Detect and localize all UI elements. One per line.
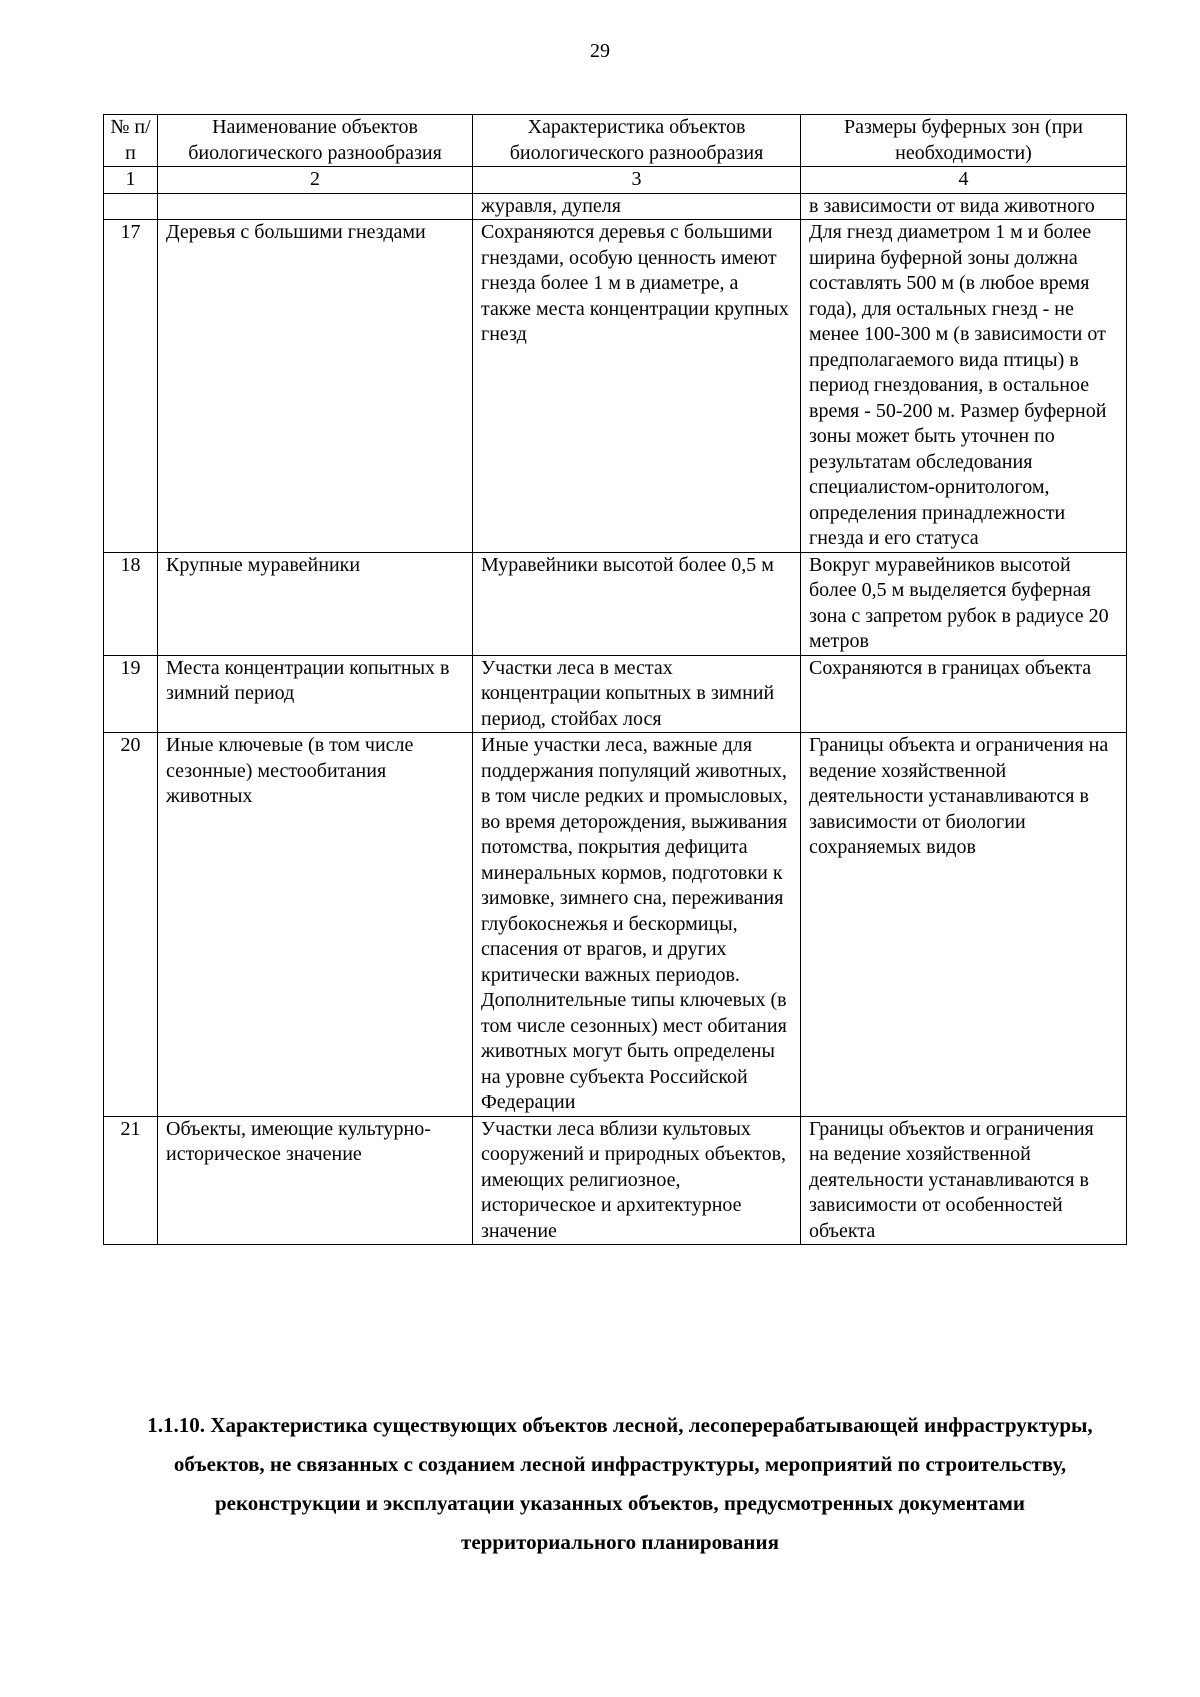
column-number: 2: [158, 167, 473, 194]
row-buffer-zone: Вокруг муравейников высотой более 0,5 м выделяется буферная зона с запретом рубок в радиусе 20 метров: [801, 552, 1127, 655]
row-object-characteristic: Муравейники высотой более 0,5 м: [473, 552, 801, 655]
page-number: 29: [590, 40, 610, 62]
row-object-characteristic: Сохраняются деревья с большими гнездами, особую ценность имеют гнезда более 1 м в диаметре, а также места концентрации крупных гнезд: [473, 220, 801, 553]
biodiversity-objects-table: [103, 114, 1127, 1245]
column-number-row: [104, 167, 1127, 194]
column-number: 4: [801, 167, 1127, 194]
row-number: 18: [104, 552, 158, 655]
row-buffer-zone: Границы объектов и ограничения на ведение хозяйственной деятельности устанавливаются в зависимости от особенностей объекта: [801, 1116, 1127, 1245]
table-row: [104, 220, 1127, 553]
row-object-name: Иные ключевые (в том числе сезонные) местообитания животных: [158, 733, 473, 1117]
row-number: 17: [104, 220, 158, 553]
row-object-characteristic: журавля, дупеля: [473, 193, 801, 220]
row-number: 20: [104, 733, 158, 1117]
row-object-characteristic: Участки леса в местах концентрации копытных в зимний период, стойбах лося: [473, 655, 801, 733]
row-object-name: Места концентрации копытных в зимний период: [158, 655, 473, 733]
row-number: 19: [104, 655, 158, 733]
row-buffer-zone: Для гнезд диаметром 1 м и более ширина буферной зоны должна составлять 500 м (в любое время года), для остальных гнезд - не менее 100-300 м (в зависимости от предполагаемого вида птицы) в период гнездования, в остальное время - 50-200 м. Размер буферной зоны может быть уточнен по результатам обследования специалистом-орнитологом, определения принадлежности гнезда и его статуса: [801, 220, 1127, 553]
row-number: 21: [104, 1116, 158, 1245]
table-row: [104, 552, 1127, 655]
row-buffer-zone: в зависимости от вида животного: [801, 193, 1127, 220]
row-buffer-zone: Границы объекта и ограничения на ведение хозяйственной деятельности устанавливаются в зависимости от биологии сохраняемых видов: [801, 733, 1127, 1117]
row-buffer-zone: Сохраняются в границах объекта: [801, 655, 1127, 733]
row-object-characteristic: Участки леса вблизи культовых сооружений и природных объектов, имеющих религиозное, историческое и архитектурное значение: [473, 1116, 801, 1245]
header-object-name: Наименование объектов биологического разнообразия: [158, 115, 473, 167]
section-heading: 1.1.10. Характеристика существующих объектов лесной, лесоперерабатывающей инфраструктуры, объектов, не связанных с созданием лесной инфраструктуры, мероприятий по строительству, реконструкции и эксплуатации указанных объектов, предусмотренных документами территориального планирования: [147, 1413, 1093, 1554]
table-row: [104, 193, 1127, 220]
row-object-name: Деревья с большими гнездами: [158, 220, 473, 553]
table-row: [104, 733, 1127, 1117]
table-header-row: [104, 115, 1127, 167]
header-number: № п/п: [104, 115, 158, 167]
column-number: 3: [473, 167, 801, 194]
header-buffer-zone-size: Размеры буферных зон (при необходимости): [801, 115, 1127, 167]
header-object-characteristic: Характеристика объектов биологического разнообразия: [473, 115, 801, 167]
row-number: [104, 193, 158, 220]
row-object-name: Крупные муравейники: [158, 552, 473, 655]
table-row: [104, 1116, 1127, 1245]
table-row: [104, 655, 1127, 733]
row-object-name: Объекты, имеющие культурно-историческое значение: [158, 1116, 473, 1245]
row-object-characteristic: Иные участки леса, важные для поддержания популяций животных, в том числе редких и промысловых, во время деторождения, выживания потомства, покрытия дефицита минеральных кормов, подготовки к зимовке, зимнего сна, переживания глубокоснежья и бескормицы, спасения от врагов, и других критически важных периодов. Дополнительные типы ключевых (в том числе сезонных) мест обитания животных могут быть определены на уровне субъекта Российской Федерации: [473, 733, 801, 1117]
column-number: 1: [104, 167, 158, 194]
row-object-name: [158, 193, 473, 220]
